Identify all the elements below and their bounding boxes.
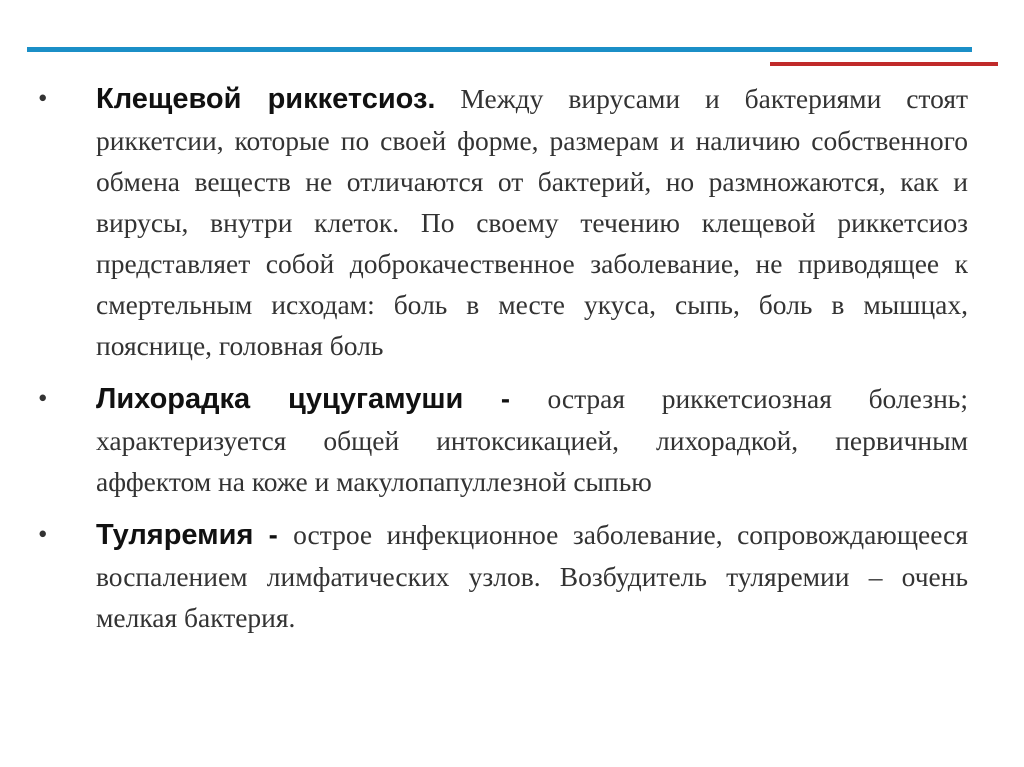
term-separator: - [253, 519, 294, 550]
bullet-item-rickettsiosis [38, 78, 968, 366]
term-tsutsugamushi: Лихорадка цуцугамуши [96, 383, 464, 415]
term-tularemia: Туляремия [96, 519, 254, 551]
description-tularemia: острое инфекционное заболевание, сопровождающееся воспалением лимфатических узлов. Возбудитель туляремии – очень мелкая бактерия. [96, 519, 968, 633]
bullet-item-tsutsugamushi [38, 378, 968, 502]
description-tsutsugamushi: острая риккетсиозная болезнь; характеризуется общей интоксикацией, лихорадкой, первичным аффектом на коже и макулопапуллезной сыпью [96, 383, 968, 497]
bullet-item-tularemia [38, 514, 968, 638]
bullet-icon: • [38, 519, 48, 549]
slide-body [38, 78, 968, 650]
description-rickettsiosis: Между вирусами и бактериями стоят риккетсии, которые по своей форме, размерам и наличию собственного обмена веществ не отличаются от бактерий, но размножаются, как и вирусы, внутри клеток. По своему течению клещевой риккетсиоз представляет собой доброкачественное заболевание, не приводящее к смертельным исходам: боль в месте укуса, сыпь, боль в мышцах, пояснице, головная боль [96, 83, 968, 361]
term-rickettsiosis: Клещевой риккетсиоз. [96, 83, 436, 115]
red-accent-bar [770, 62, 998, 66]
bullet-icon: • [38, 83, 48, 113]
term-separator: - [463, 383, 548, 414]
top-accent-bar [27, 47, 972, 52]
bullet-icon: • [38, 383, 48, 413]
